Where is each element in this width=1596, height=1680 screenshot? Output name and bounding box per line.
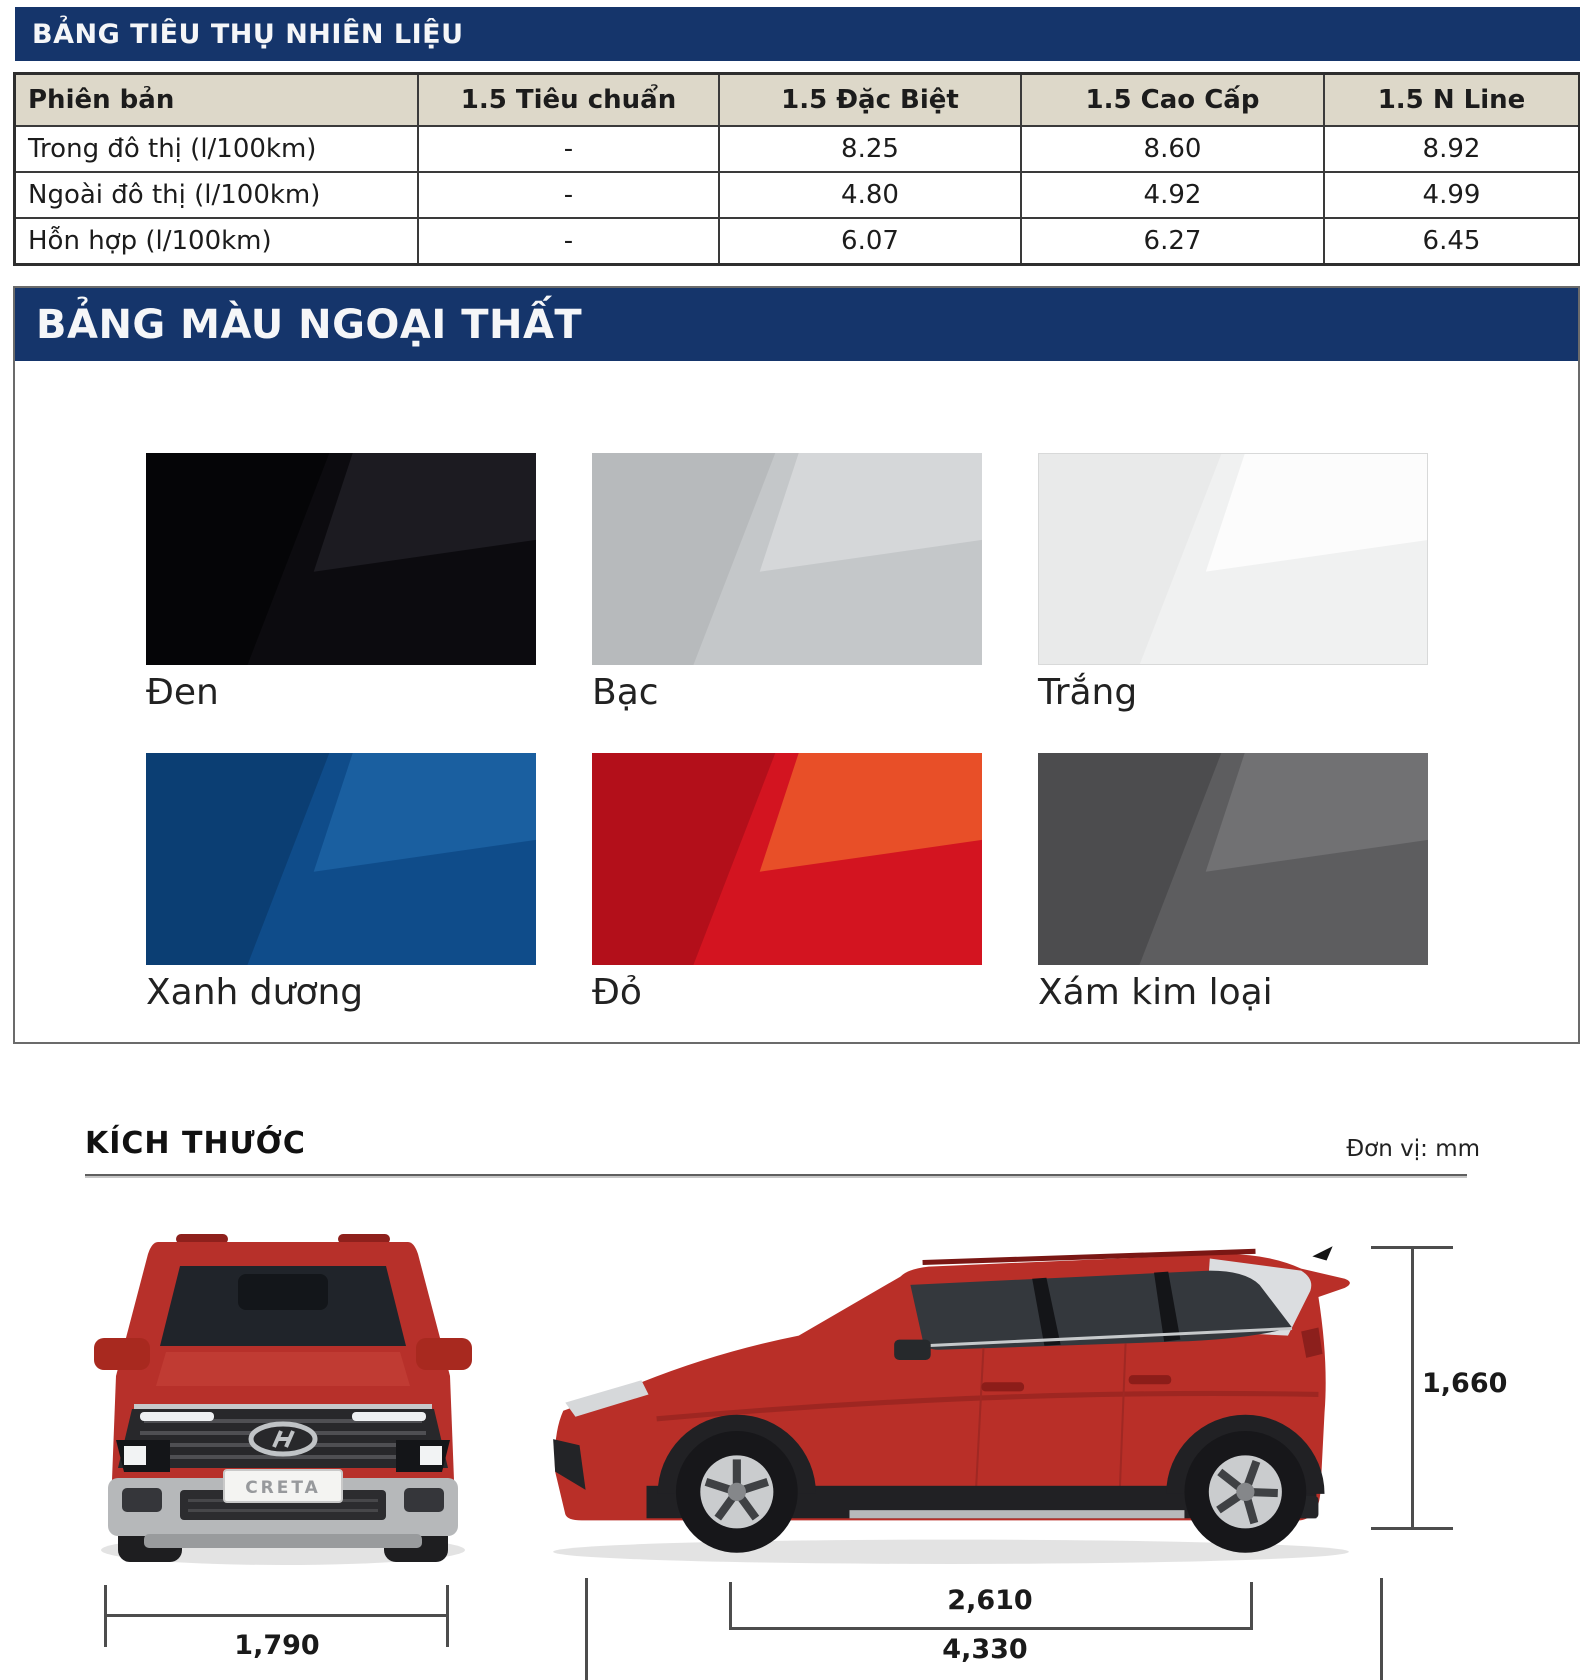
- dimensions-divider: [85, 1174, 1467, 1178]
- row-combined-v3: 6.27: [1022, 219, 1323, 263]
- color-swatch-silver: [592, 453, 982, 665]
- color-swatch-gray: [1038, 753, 1428, 965]
- col-header-nline: 1.5 N Line: [1325, 75, 1578, 125]
- row-combined-v1: -: [419, 219, 718, 263]
- color-swatch-red: [592, 753, 982, 965]
- row-urban-v1: -: [419, 127, 718, 171]
- row-extraurban-v3: 4.92: [1022, 173, 1323, 217]
- col-header-version: Phiên bản: [16, 75, 417, 125]
- row-urban-v4: 8.92: [1325, 127, 1578, 171]
- dim-4330-left-line: [585, 1578, 588, 1680]
- swatch-label-black: Đen: [146, 672, 219, 713]
- fuel-consumption-table: [13, 72, 1580, 266]
- swatch-label-white: Trắng: [1038, 672, 1138, 713]
- dimensions-unit-label: Đơn vị: mm: [1346, 1136, 1480, 1162]
- row-combined-label: Hỗn hợp (l/100km): [16, 219, 417, 263]
- col-header-standard: 1.5 Tiêu chuẩn: [419, 75, 718, 125]
- dim-2610-right-tick: [1250, 1582, 1253, 1630]
- dimensions-title: KÍCH THƯỚC: [85, 1126, 306, 1161]
- dim-1660-top-tick: [1371, 1246, 1453, 1249]
- car-front-view-illustration: [88, 1226, 478, 1571]
- dim-1660-line: [1411, 1246, 1414, 1530]
- dim-1790-line: [104, 1614, 449, 1617]
- row-combined-v4: 6.45: [1325, 219, 1578, 263]
- swatch-label-blue: Xanh dương: [146, 972, 364, 1013]
- car-side-view-illustration: [545, 1230, 1357, 1565]
- fuel-table-title-bar: [15, 7, 1580, 61]
- dim-1660-bottom-tick: [1371, 1527, 1453, 1530]
- color-section-title: BẢNG MÀU NGOẠI THẤT: [36, 301, 583, 348]
- dim-1790-label: 1,790: [234, 1630, 320, 1661]
- color-swatch-white: [1038, 453, 1428, 665]
- swatch-label-silver: Bạc: [592, 672, 659, 713]
- dim-4330-label: 4,330: [942, 1634, 1028, 1665]
- color-swatch-blue: [146, 753, 536, 965]
- row-extraurban-v4: 4.99: [1325, 173, 1578, 217]
- dim-2610-line: [729, 1627, 1253, 1630]
- col-header-special: 1.5 Đặc Biệt: [720, 75, 1020, 125]
- dim-1660-label: 1,660: [1422, 1368, 1508, 1399]
- col-header-premium: 1.5 Cao Cấp: [1022, 75, 1323, 125]
- front-plate-text: CRETA: [245, 1478, 321, 1498]
- swatch-label-gray: Xám kim loại: [1038, 972, 1273, 1013]
- row-urban-v3: 8.60: [1022, 127, 1323, 171]
- row-extraurban-label: Ngoài đô thị (l/100km): [16, 173, 417, 217]
- dim-2610-left-tick: [729, 1582, 732, 1630]
- front-wheel: [676, 1431, 798, 1553]
- fuel-table-title: BẢNG TIÊU THỤ NHIÊN LIỆU: [32, 18, 464, 50]
- row-extraurban-v2: 4.80: [720, 173, 1020, 217]
- color-swatch-black: [146, 453, 536, 665]
- row-urban-v2: 8.25: [720, 127, 1020, 171]
- swatch-label-red: Đỏ: [592, 972, 642, 1013]
- row-urban-label: Trong đô thị (l/100km): [16, 127, 417, 171]
- color-section-title-bar: [15, 288, 1578, 361]
- row-combined-v2: 6.07: [720, 219, 1020, 263]
- dim-4330-right-line: [1380, 1578, 1383, 1680]
- rear-wheel: [1184, 1431, 1306, 1553]
- row-extraurban-v1: -: [419, 173, 718, 217]
- dim-2610-label: 2,610: [947, 1585, 1033, 1616]
